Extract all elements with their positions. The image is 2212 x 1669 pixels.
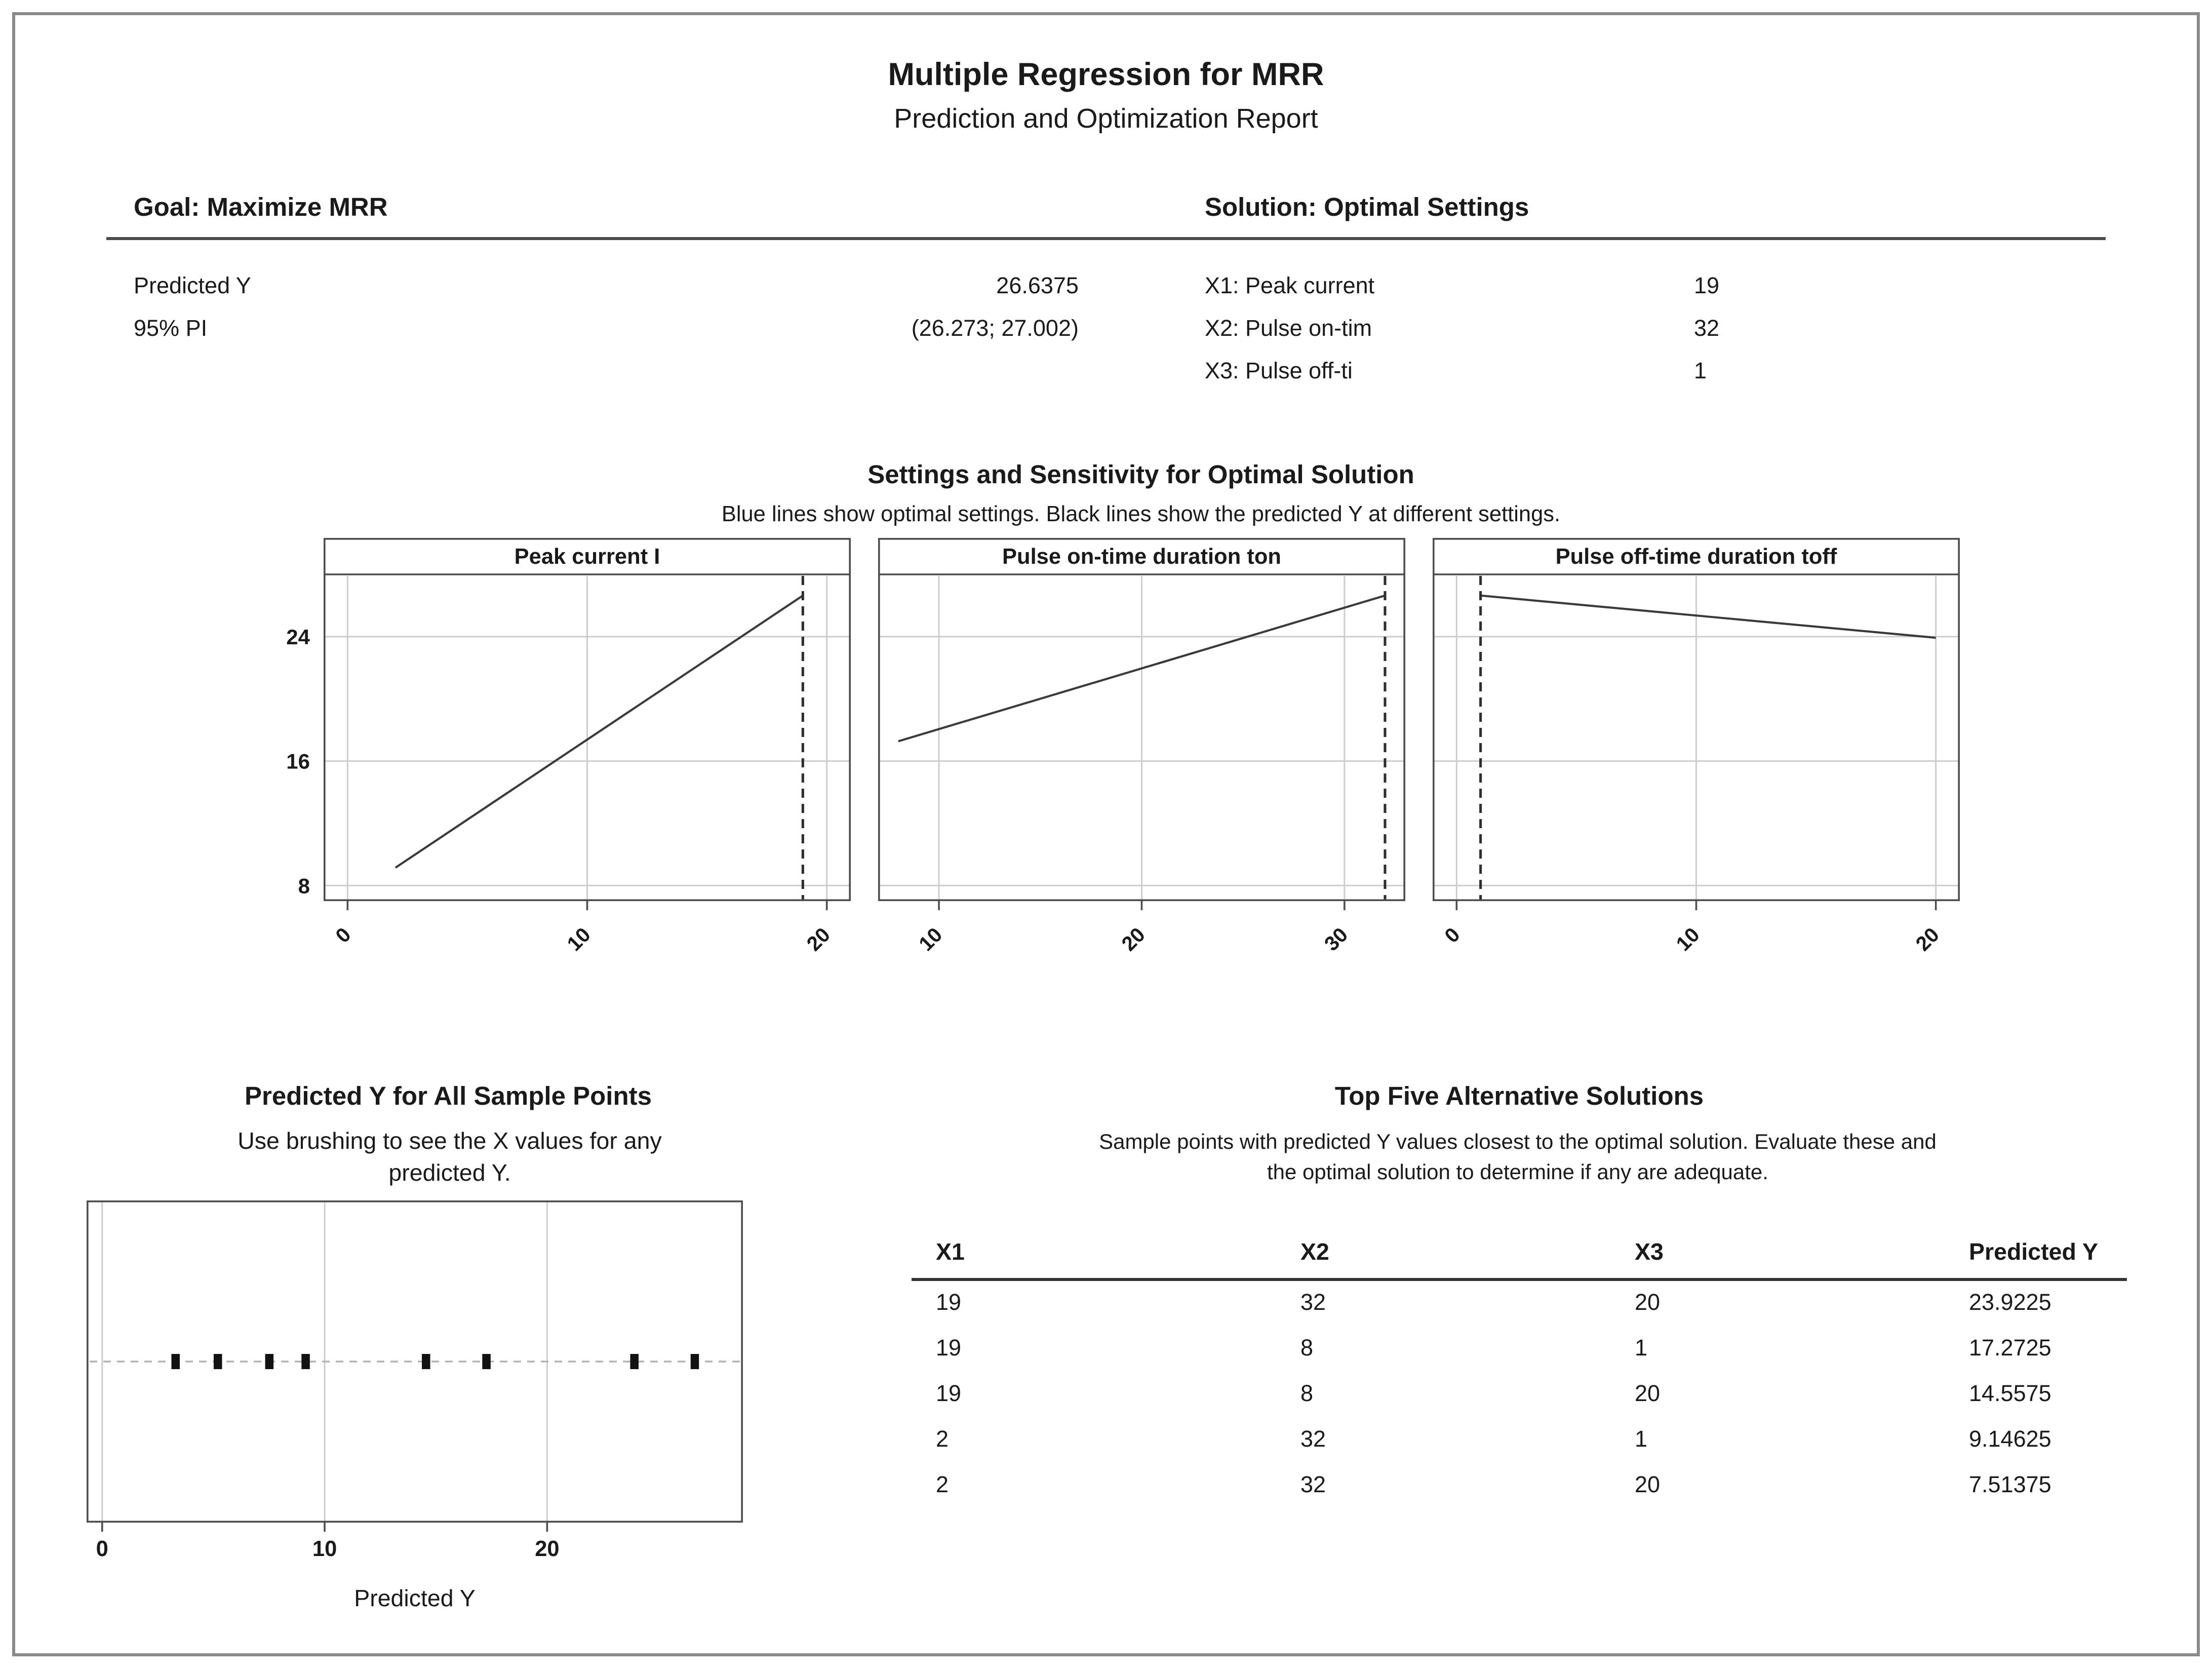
svg-text:24: 24 <box>286 625 310 649</box>
svg-text:0: 0 <box>96 1537 108 1561</box>
summary-row-label: X3: Pulse off-ti <box>1205 358 1353 384</box>
svg-text:8: 8 <box>298 874 310 898</box>
summary-row-label: Predicted Y <box>134 273 251 299</box>
table-row <box>912 1279 2127 1325</box>
table-row <box>912 1416 2127 1462</box>
summary-divider <box>106 237 2106 240</box>
table-cell: 32 <box>1300 1426 1326 1452</box>
table-cell: 19 <box>936 1380 962 1407</box>
table-cell: 14.5575 <box>1969 1380 2051 1407</box>
summary-row <box>1205 307 1858 350</box>
svg-text:Pulse off-time duration toff: Pulse off-time duration toff <box>1555 545 1837 569</box>
table-cell: 20 <box>1635 1290 1661 1316</box>
table-row <box>912 1325 2127 1371</box>
alternatives-header-row <box>912 1228 2127 1279</box>
sensitivity-charts <box>0 538 2212 994</box>
summary-row <box>134 264 1079 307</box>
table-cell: 8 <box>1300 1335 1314 1361</box>
sensitivity-chart-peak-current <box>269 538 851 991</box>
table-cell: 32 <box>1300 1290 1326 1316</box>
table-cell: 20 <box>1635 1471 1661 1498</box>
alternatives-subtitle: Sample points with predicted Y values closest to the optimal solution. Evaluate these and the optimal solution to determine if any are adequate. <box>1099 1129 1937 1184</box>
svg-text:10: 10 <box>562 922 595 956</box>
goal-heading: Goal: Maximize MRR <box>134 193 388 222</box>
dotplot-title: Predicted Y for All Sample Points <box>245 1082 652 1111</box>
svg-text:0: 0 <box>331 922 356 948</box>
svg-text:10: 10 <box>914 922 947 956</box>
svg-text:10: 10 <box>312 1537 337 1561</box>
summary-row-value: 19 <box>1694 273 1720 299</box>
summary-row-value: 32 <box>1694 315 1720 341</box>
alternatives-title: Top Five Alternative Solutions <box>1334 1082 1704 1111</box>
summary-row <box>1205 264 1858 307</box>
summary-row-label: 95% PI <box>134 315 208 341</box>
table-cell: 20 <box>1635 1380 1661 1407</box>
svg-text:0: 0 <box>1440 922 1465 948</box>
summary-row-value: (26.273; 27.002) <box>911 315 1079 341</box>
table-cell: 23.9225 <box>1969 1290 2051 1316</box>
summary-row-label: X1: Peak current <box>1205 273 1375 299</box>
dotplot-chart[interactable] <box>87 1200 785 1580</box>
table-cell: 1 <box>1635 1335 1648 1361</box>
svg-text:16: 16 <box>286 749 310 773</box>
alternatives-table-head <box>912 1228 2127 1279</box>
summary-row-value: 26.6375 <box>996 273 1079 299</box>
report-subtitle: Prediction and Optimization Report <box>894 103 1318 134</box>
solution-rows <box>1205 264 1858 392</box>
solution-heading: Solution: Optimal Settings <box>1205 193 1529 222</box>
svg-text:20: 20 <box>802 922 835 956</box>
table-cell: 32 <box>1300 1471 1326 1498</box>
svg-text:20: 20 <box>1117 922 1150 956</box>
table-cell: 7.51375 <box>1969 1471 2051 1498</box>
alternatives-table <box>912 1228 2127 1507</box>
summary-row-label: X2: Pulse on-tim <box>1205 315 1372 341</box>
summary-row-value: 1 <box>1694 358 1707 384</box>
table-cell: 9.14625 <box>1969 1426 2051 1452</box>
sensitivity-chart-pulse-off-time <box>1433 538 1960 991</box>
svg-text:Pulse on-time duration ton: Pulse on-time duration ton <box>1002 545 1281 569</box>
dotplot-subtitle: Use brushing to see the X values for any predicted Y. <box>238 1129 662 1187</box>
table-cell: 8 <box>1300 1380 1314 1407</box>
sensitivity-chart-pulse-on-time <box>878 538 1405 991</box>
summary-row <box>1205 350 1858 392</box>
svg-text:20: 20 <box>1911 922 1944 956</box>
sensitivity-subtitle: Blue lines show optimal settings. Black lines show the predicted Y at different settings. <box>721 503 1561 527</box>
table-cell: 1 <box>1635 1426 1648 1452</box>
table-cell: 19 <box>936 1290 962 1316</box>
table-row <box>912 1462 2127 1507</box>
table-cell: 2 <box>936 1426 949 1452</box>
table-cell: 2 <box>936 1471 949 1498</box>
column-header: X3 <box>1610 1228 1945 1279</box>
svg-text:30: 30 <box>1319 922 1353 956</box>
table-row <box>912 1371 2127 1416</box>
goal-rows <box>134 264 1079 350</box>
svg-text:20: 20 <box>535 1537 560 1561</box>
sensitivity-title: Settings and Sensitivity for Optimal Solution <box>867 460 1414 489</box>
table-cell: 19 <box>936 1335 962 1361</box>
summary-row <box>134 307 1079 350</box>
table-cell: 17.2725 <box>1969 1335 2051 1361</box>
alternatives-table-body <box>912 1279 2127 1507</box>
column-header: X1 <box>912 1228 1276 1279</box>
dotplot-x-axis-label: Predicted Y <box>354 1586 476 1612</box>
svg-text:Peak current I: Peak current I <box>514 545 660 569</box>
report-title: Multiple Regression for MRR <box>888 58 1324 93</box>
column-header: Predicted Y <box>1945 1228 2127 1279</box>
column-header: X2 <box>1276 1228 1610 1279</box>
svg-text:10: 10 <box>1671 922 1704 956</box>
